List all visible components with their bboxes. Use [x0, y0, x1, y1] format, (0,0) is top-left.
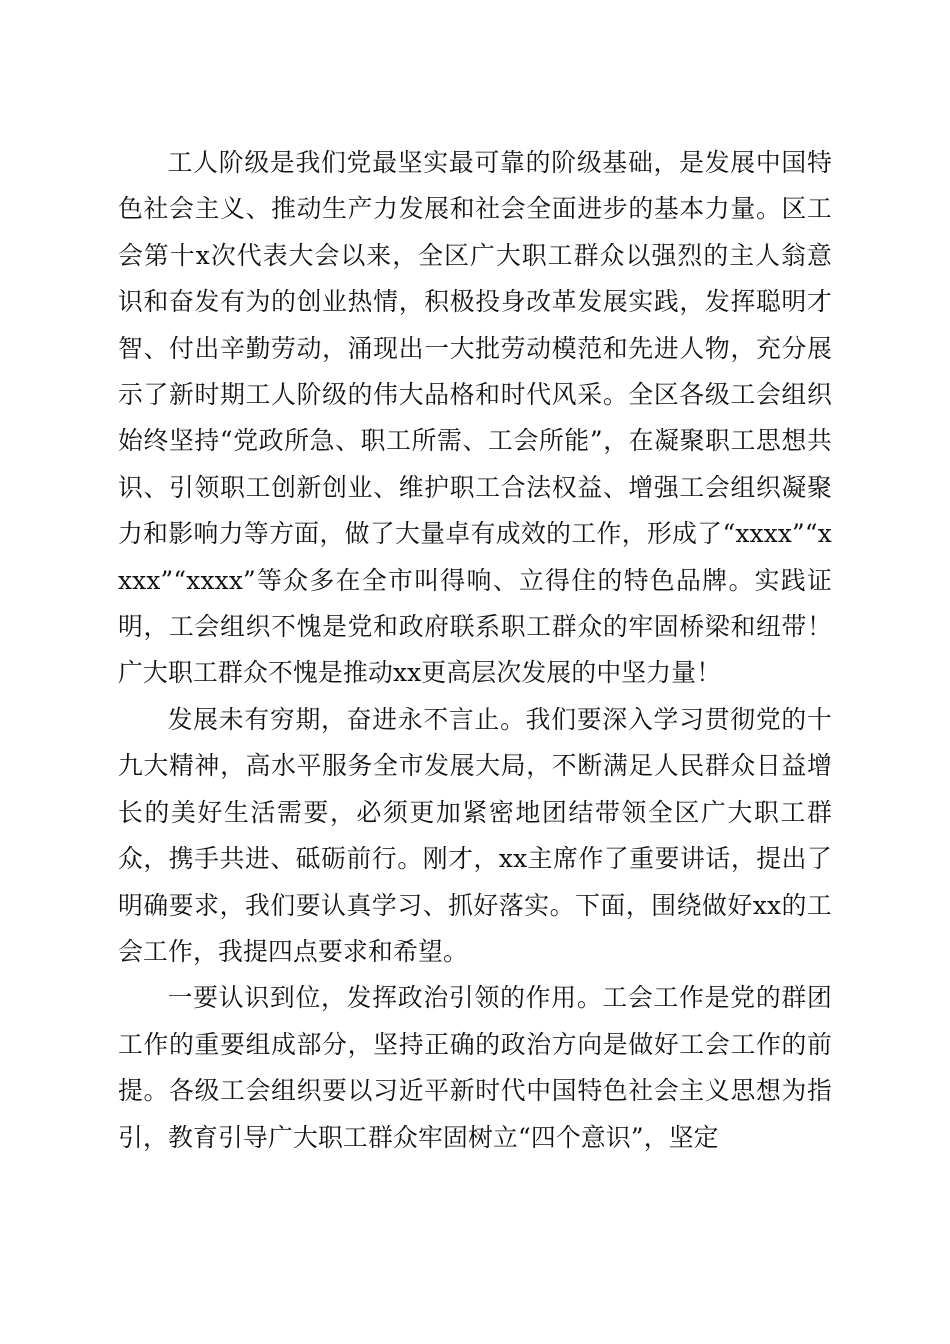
paragraph-3: 一要认识到位，发挥政治引领的作用。工会工作是党的群团工作的重要组成部分，坚持正确的政治方向是做好工会工作的前提。各级工会组织要以习近平新时代中国特色社会主义思想为指引，教育引导广大职工群众牢固树立“四个意识”，坚定 [118, 983, 832, 1152]
paragraph-1: 工人阶级是我们党最坚实最可靠的阶级基础，是发展中国特色社会主义、推动生产力发展和社会全面进步的基本力量。区工会第十x次代表大会以来，全区广大职工群众以强烈的主人翁意识和奋发有为的创业热情，积极投身改革发展实践，发挥聪明才智、付出辛勤劳动，涌现出一大批劳动模范和先进人物，充分展示了新时期工人阶级的伟大品格和时代风采。全区各级工会组织始终坚持“党政所急、职工所需、工会所能”，在凝聚职工思想共识、引领职工创新创业、维护职工合法权益、增强工会组织凝聚力和影响力等方面，做了大量卓有成效的工作，形成了“xxxx”“xxxx”“xxxx”等众多在全市叫得响、立得住的特色品牌。实践证明，工会组织不愧是党和政府联系职工群众的牢固桥梁和纽带！广大职工群众不愧是推动xx更高层次发展的中坚力量！ [118, 148, 832, 688]
body-text [118, 140, 832, 1161]
paragraph-2: 发展未有穷期，奋进永不言止。我们要深入学习贯彻党的十九大精神，高水平服务全市发展大局，不断满足人民群众日益增长的美好生活需要，必须更加紧密地团结带领全区广大职工群众，携手共进、砥砺前行。刚才，xx主席作了重要讲话，提出了明确要求，我们要认真学习、抓好落实。下面，围绕做好xx的工会工作，我提四点要求和希望。 [118, 704, 832, 966]
